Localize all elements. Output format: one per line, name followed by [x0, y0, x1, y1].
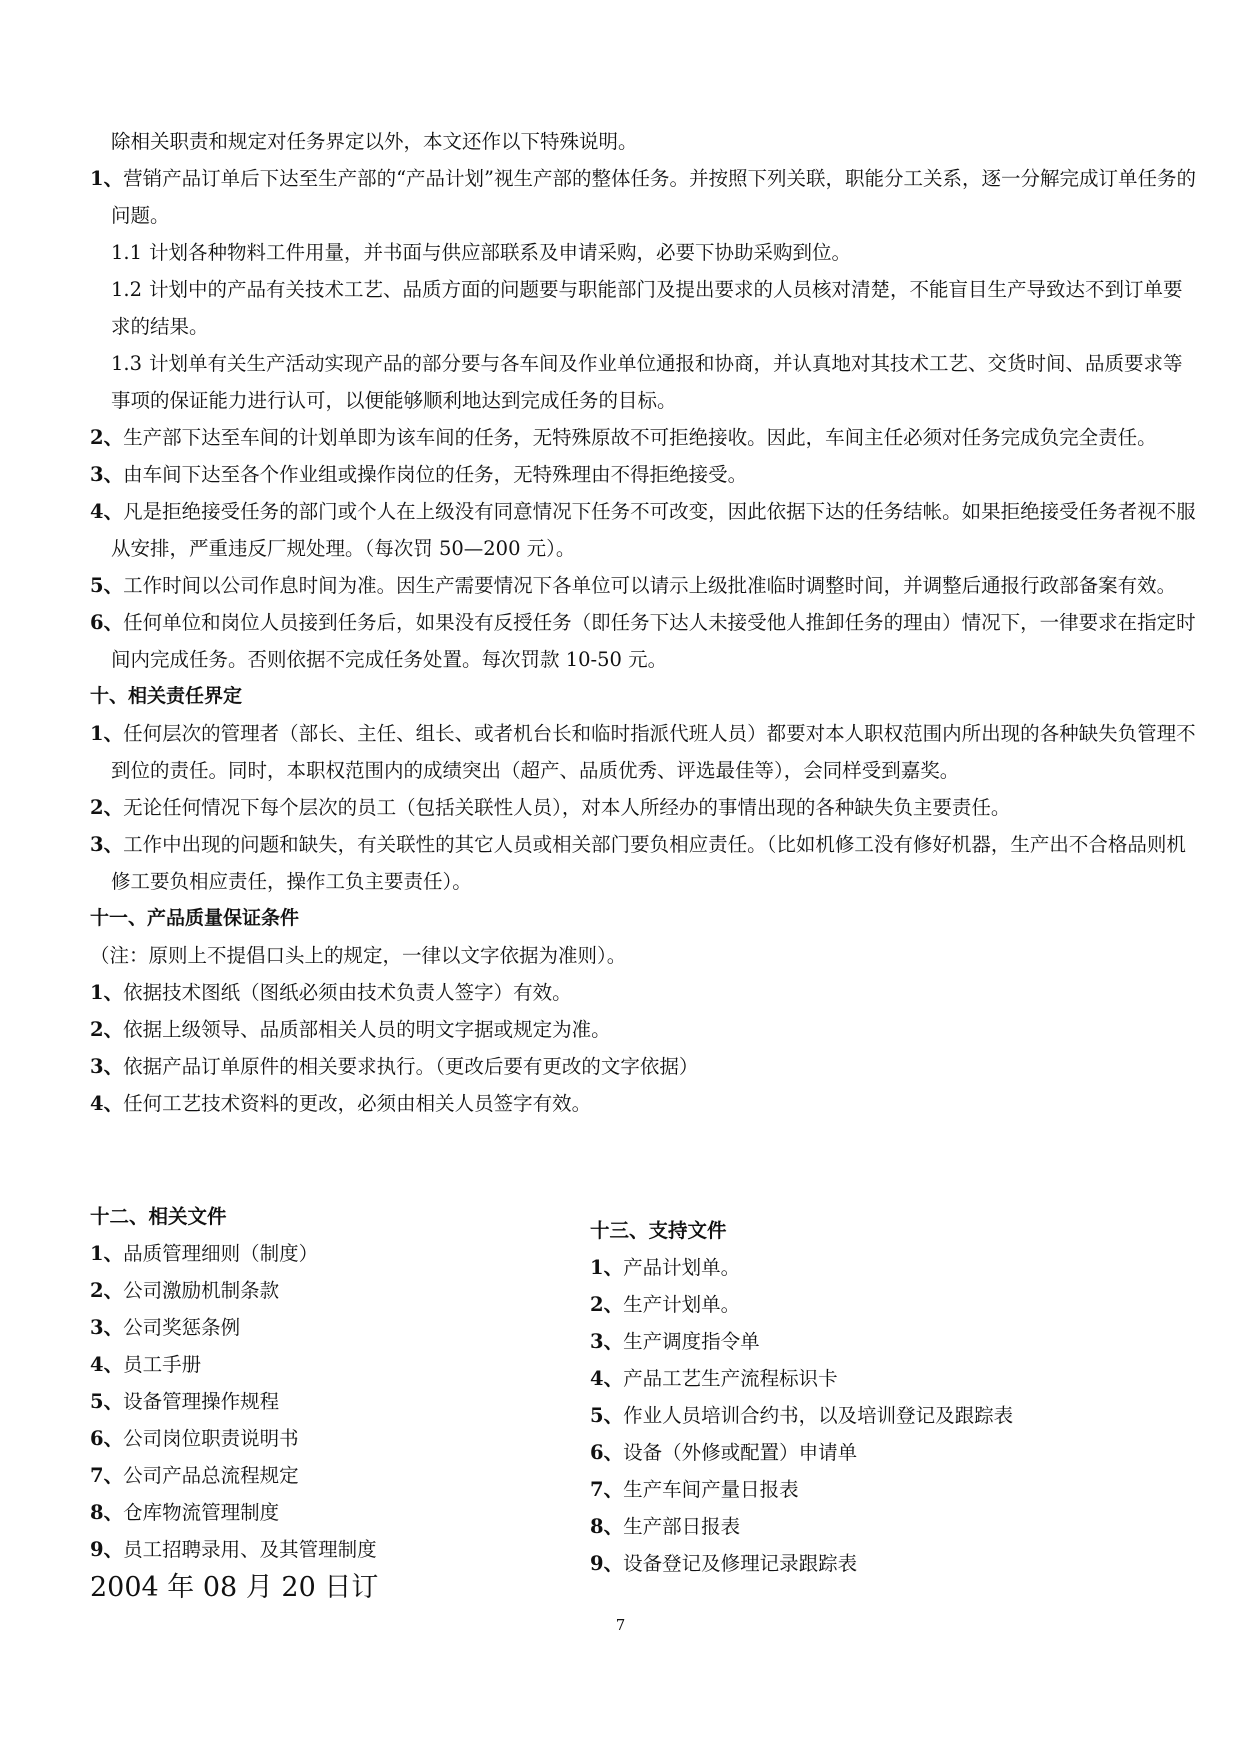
- supporting-documents-column: [590, 1212, 1110, 1582]
- item-text: 品质管理细则（制度）: [123, 1242, 319, 1265]
- item-text: 依据产品订单原件的相关要求执行。（更改后要有更改的文字依据）: [123, 1055, 699, 1078]
- item-number: 8、: [90, 1501, 124, 1524]
- item-number: 3、: [90, 1055, 124, 1078]
- section9-item-3: [90, 456, 1200, 493]
- item-number: 1、: [90, 981, 124, 1004]
- section13-item-4: [590, 1360, 1110, 1397]
- item-number: 9、: [590, 1552, 624, 1575]
- item-text: 产品计划单。: [623, 1256, 741, 1279]
- intro-text: 除相关职责和规定对任务界定以外，本文还作以下特殊说明。: [111, 130, 638, 153]
- item-text: 仓库物流管理制度: [123, 1501, 280, 1524]
- item-number: 4、: [590, 1367, 624, 1390]
- section11-item-4: [90, 1085, 1200, 1122]
- item-number: 6、: [90, 1427, 124, 1450]
- section12-item-9: [90, 1531, 580, 1568]
- item-number: 2、: [90, 796, 124, 819]
- item-number: 1、: [90, 167, 124, 190]
- section10-heading: 十、相关责任界定: [90, 685, 243, 707]
- item-text: 凡是拒绝接受任务的部门或个人在上级没有同意情况下任务不可改变，因此依据下达的任务结帐。如果拒绝接受任务者视不服从安排，严重违反厂规处理。（每次罚 50—200 元）。: [111, 500, 1196, 560]
- item-text: 公司奖惩条例: [123, 1316, 241, 1339]
- item-number: 1、: [90, 722, 124, 745]
- section12-item-8: [90, 1494, 580, 1531]
- item-number: 2、: [90, 1279, 124, 1302]
- section12-item-1: [90, 1235, 580, 1272]
- item-number: 1、: [90, 1242, 124, 1265]
- item-number: 3、: [590, 1330, 624, 1353]
- item-text: 生产计划单。: [623, 1293, 741, 1316]
- section13-item-2: [590, 1286, 1110, 1323]
- section11-item-2: [90, 1011, 1200, 1048]
- section9-item-5: [90, 567, 1200, 604]
- item-text: 设备（外修或配置）申请单: [623, 1441, 858, 1464]
- section10-item-3: [90, 826, 1200, 900]
- related-documents-column: [90, 1198, 580, 1635]
- sub-number: 1.3: [111, 352, 143, 375]
- section11-item-3: [90, 1048, 1200, 1085]
- item-number: 3、: [90, 1316, 124, 1339]
- section12-item-2: [90, 1272, 580, 1309]
- item-text: 公司激励机制条款: [123, 1279, 280, 1302]
- section12-item-5: [90, 1383, 580, 1420]
- item-number: 7、: [590, 1478, 624, 1501]
- item-text: 设备管理操作规程: [123, 1390, 280, 1413]
- item-number: 4、: [90, 1353, 124, 1376]
- item-number: 5、: [590, 1404, 624, 1427]
- section12-item-4: [90, 1346, 580, 1383]
- item-number: 9、: [90, 1538, 124, 1561]
- item-number: 2、: [590, 1293, 624, 1316]
- item-text: 产品工艺生产流程标识卡: [623, 1367, 838, 1390]
- section9-item-4: [90, 493, 1200, 567]
- item-number: 3、: [90, 463, 124, 486]
- section13-item-8: [590, 1508, 1110, 1545]
- revision-date: 2004 年 08 月 20 日订: [90, 1572, 379, 1603]
- item-text: 公司产品总流程规定: [123, 1464, 299, 1487]
- section13-item-3: [590, 1323, 1110, 1360]
- item-number: 8、: [590, 1515, 624, 1538]
- section9-sub-1-1: [90, 234, 1200, 271]
- sub-text: 计划单有关生产活动实现产品的部分要与各车间及作业单位通报和协商，并认真地对其技术工艺、交货时间、品质要求等事项的保证能力进行认可，以便能够顺利地达到完成任务的目标。: [111, 352, 1183, 412]
- item-number: 6、: [90, 611, 124, 634]
- section13-item-6: [590, 1434, 1110, 1471]
- item-number: 5、: [90, 1390, 124, 1413]
- intro-paragraph: [90, 123, 1200, 160]
- item-number: 4、: [90, 1092, 124, 1115]
- item-text: 员工招聘录用、及其管理制度: [123, 1538, 377, 1561]
- section13-item-1: [590, 1249, 1110, 1286]
- section10-item-2: [90, 789, 1200, 826]
- item-text: 依据技术图纸（图纸必须由技术负责人签字）有效。: [123, 981, 572, 1004]
- item-text: 生产部下达至车间的计划单即为该车间的任务，无特殊原故不可拒绝接收。因此，车间主任必须对任务完成负完全责任。: [123, 426, 1157, 449]
- item-number: 7、: [90, 1464, 124, 1487]
- item-text: 设备登记及修理记录跟踪表: [623, 1552, 858, 1575]
- item-text: 工作时间以公司作息时间为准。因生产需要情况下各单位可以请示上级批准临时调整时间，并调整后通报行政部备案有效。: [123, 574, 1177, 597]
- section12-item-7: [90, 1457, 580, 1494]
- item-text: 员工手册: [123, 1353, 202, 1376]
- page-number: 7: [615, 1616, 626, 1634]
- section9-item-1: [90, 160, 1200, 234]
- item-text: 任何工艺技术资料的更改，必须由相关人员签字有效。: [123, 1092, 592, 1115]
- section13-item-5: [590, 1397, 1110, 1434]
- main-text: [90, 123, 1200, 1122]
- section9-sub-1-2: [90, 271, 1200, 345]
- item-number: 2、: [90, 426, 124, 449]
- section12-heading: 十二、相关文件: [90, 1205, 227, 1228]
- item-text: 依据上级领导、品质部相关人员的明文字据或规定为准。: [123, 1018, 611, 1041]
- section9-item-2: [90, 419, 1200, 456]
- item-text: 作业人员培训合约书，以及培训登记及跟踪表: [623, 1404, 1014, 1427]
- item-text: 生产调度指令单: [623, 1330, 760, 1353]
- item-text: 公司岗位职责说明书: [123, 1427, 299, 1450]
- section9-item-6: [90, 604, 1200, 678]
- item-text: 工作中出现的问题和缺失，有关联性的其它人员或相关部门要负相应责任。（比如机修工没有修好机器，生产出不合格品则机修工要负相应责任，操作工负主要责任）。: [111, 833, 1186, 893]
- item-number: 4、: [90, 500, 124, 523]
- section12-item-3: [90, 1309, 580, 1346]
- section11-heading: 十一、产品质量保证条件: [90, 907, 300, 929]
- section11-item-1: [90, 974, 1200, 1011]
- sub-text: 计划中的产品有关技术工艺、品质方面的问题要与职能部门及提出要求的人员核对清楚，不能盲目生产导致达不到订单要求的结果。: [111, 278, 1183, 338]
- item-text: 由车间下达至各个作业组或操作岗位的任务，无特殊理由不得拒绝接受。: [123, 463, 748, 486]
- item-text: 任何单位和岗位人员接到任务后，如果没有反授任务（即任务下达人未接受他人推卸任务的理由）情况下，一律要求在指定时间内完成任务。否则依据不完成任务处置。每次罚款 10-50 元。: [111, 611, 1196, 671]
- section12-item-6: [90, 1420, 580, 1457]
- sub-number: 1.1: [111, 241, 143, 264]
- item-number: 6、: [590, 1441, 624, 1464]
- item-text: 生产部日报表: [623, 1515, 741, 1538]
- item-number: 5、: [90, 574, 124, 597]
- section13-item-7: [590, 1471, 1110, 1508]
- sub-number: 1.2: [111, 278, 143, 301]
- section10-item-1: [90, 715, 1200, 789]
- item-text: 营销产品订单后下达至生产部的“产品计划”视生产部的整体任务。并按照下列关联，职能分工关系，逐一分解完成订单任务的问题。: [111, 167, 1197, 227]
- section13-item-9: [590, 1545, 1110, 1582]
- item-text: 任何层次的管理者（部长、主任、组长、或者机台长和临时指派代班人员）都要对本人职权范围内所出现的各种缺失负管理不到位的责任。同时，本职权范围内的成绩突出（超产、品质优秀、评选最佳等），会同样受到嘉奖。: [111, 722, 1196, 782]
- item-number: 1、: [590, 1256, 624, 1279]
- sub-text: 计划各种物料工件用量，并书面与供应部联系及申请采购，必要下协助采购到位。: [149, 241, 852, 264]
- section13-heading: 十三、支持文件: [590, 1219, 727, 1242]
- section11-note: （注：原则上不提倡口头上的规定，一律以文字依据为准则）。: [90, 944, 627, 967]
- section9-sub-1-3: [90, 345, 1200, 419]
- item-text: 无论任何情况下每个层次的员工（包括关联性人员），对本人所经办的事情出现的各种缺失负主要责任。: [123, 796, 1011, 819]
- item-text: 生产车间产量日报表: [623, 1478, 799, 1501]
- item-number: 3、: [90, 833, 124, 856]
- item-number: 2、: [90, 1018, 124, 1041]
